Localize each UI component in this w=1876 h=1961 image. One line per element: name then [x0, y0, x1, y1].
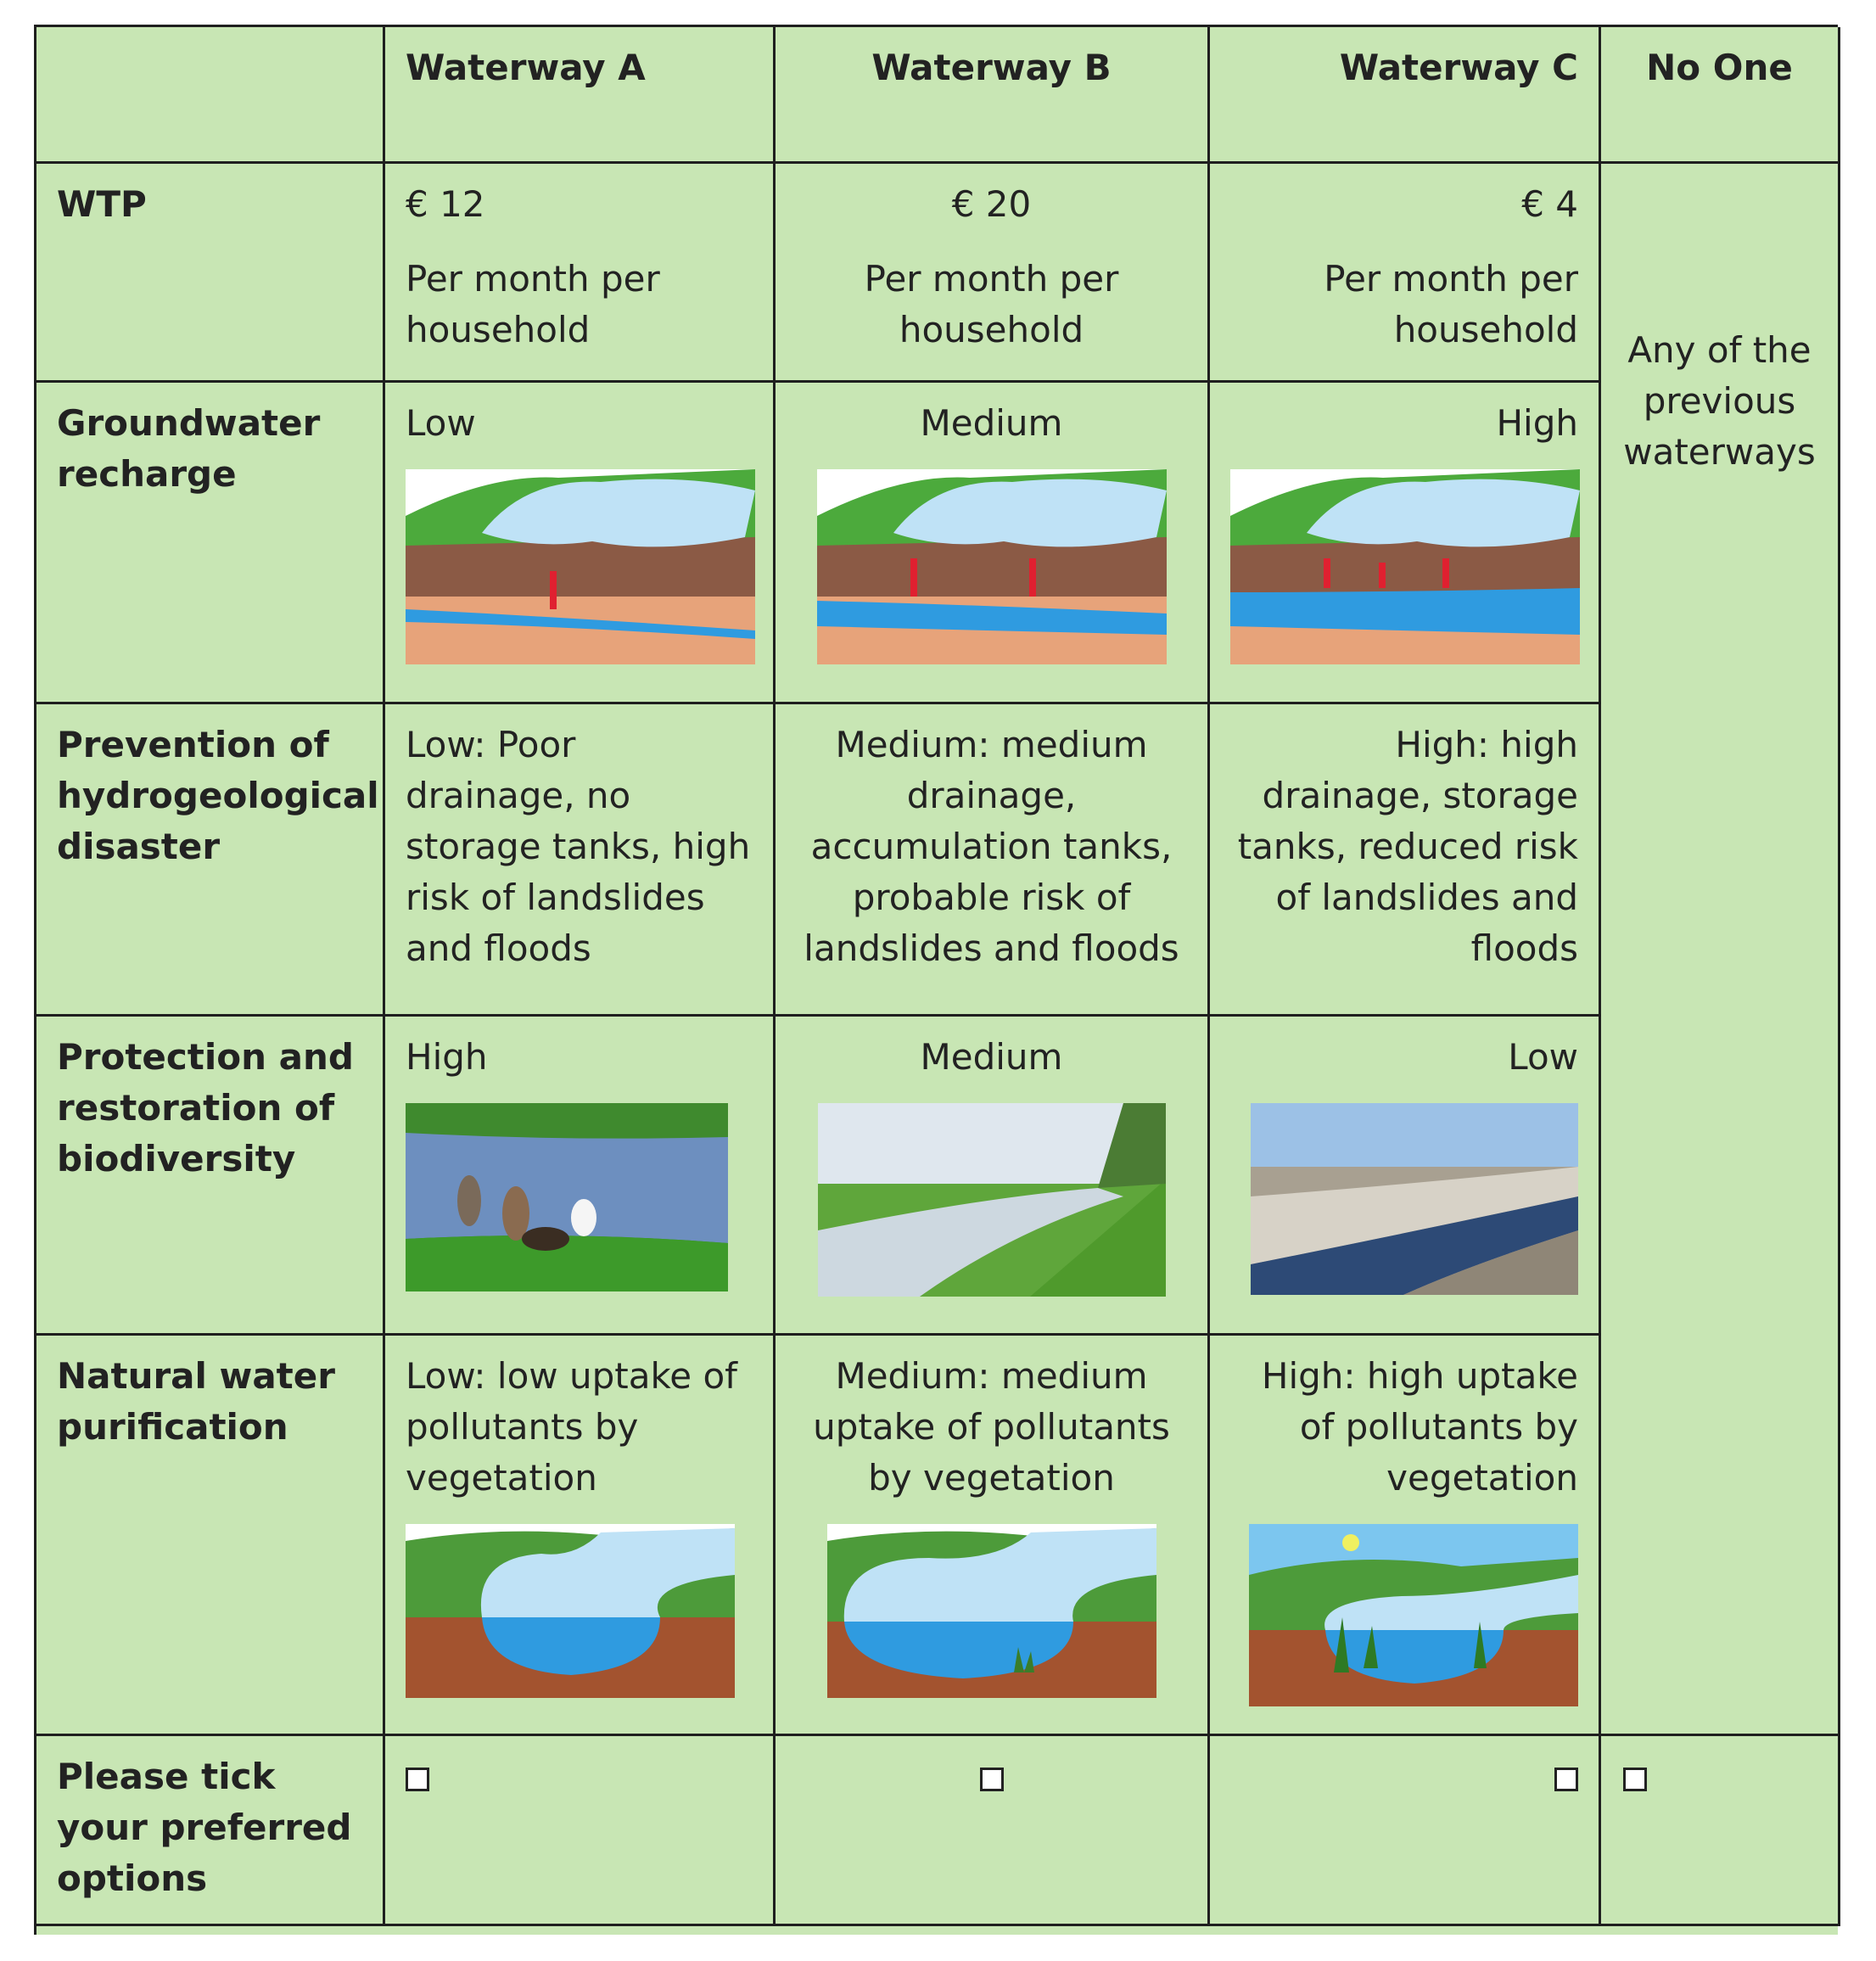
- tick-checkbox-waterway-b[interactable]: [980, 1768, 1004, 1791]
- tick-cell-a: [385, 1736, 776, 1926]
- tick-checkbox-no-one[interactable]: [1623, 1768, 1647, 1791]
- no-one-description: [1601, 164, 1840, 1736]
- row-label-groundwater: Groundwater recharge: [36, 383, 385, 704]
- row-label-prevention: Prevention of hydrogeological disaster: [36, 704, 385, 1017]
- purification-diagram-medium: [827, 1524, 1156, 1698]
- prevention-b: Medium: medium drainage, accumulation tanks, probable risk of landslides and floods: [776, 704, 1210, 1017]
- tick-cell-c: [1210, 1736, 1601, 1926]
- tick-cell-no-one: [1601, 1736, 1840, 1926]
- header-waterway-c: Waterway C: [1210, 27, 1601, 164]
- groundwater-a-level: Low: [406, 402, 476, 444]
- wtp-b: [776, 164, 1210, 383]
- wtp-a-unit: Per month per household: [406, 258, 660, 350]
- wtp-a-price: € 12: [406, 183, 485, 225]
- biodiversity-c-level: Low: [1508, 1036, 1578, 1078]
- prevention-a: Low: Poor drainage, no storage tanks, high risk of landslides and floods: [385, 704, 776, 1017]
- purification-c-text: High: high uptake of pollutants by vegetation: [1261, 1355, 1578, 1499]
- groundwater-c: [1210, 383, 1601, 704]
- groundwater-b-level: Medium: [920, 402, 1063, 444]
- groundwater-b: [776, 383, 1210, 704]
- groundwater-diagram-high: [1230, 469, 1580, 664]
- tick-checkbox-waterway-a[interactable]: [406, 1768, 429, 1791]
- header-waterway-b: Waterway B: [776, 27, 1210, 164]
- groundwater-diagram-low: [406, 469, 755, 664]
- row-label-tick: Please tick your preferred options: [36, 1736, 385, 1926]
- purification-b: [776, 1336, 1210, 1736]
- row-label-biodiversity: Protection and restoration of biodiversity: [36, 1017, 385, 1336]
- wtp-a: [385, 164, 776, 383]
- purification-a-text: Low: low uptake of pollutants by vegetation: [406, 1355, 737, 1499]
- purification-b-text: Medium: medium uptake of pollutants by vegetation: [813, 1355, 1170, 1499]
- biodiversity-b-level: Medium: [920, 1036, 1063, 1078]
- wtp-c-unit: Per month per household: [1324, 258, 1578, 350]
- groundwater-diagram-medium: [817, 469, 1167, 664]
- wetland-birds-photo: [406, 1103, 728, 1291]
- wtp-b-unit: Per month per household: [864, 258, 1119, 350]
- biodiversity-a: [385, 1017, 776, 1336]
- choice-table: [34, 25, 1838, 1935]
- grassy-canal-photo: [818, 1103, 1166, 1297]
- tick-checkbox-waterway-c[interactable]: [1554, 1768, 1578, 1791]
- wtp-c: [1210, 164, 1601, 383]
- purification-c: [1210, 1336, 1601, 1736]
- concrete-channel-photo: [1251, 1103, 1578, 1295]
- purification-a: [385, 1336, 776, 1736]
- biodiversity-b: [776, 1017, 1210, 1336]
- prevention-c: High: high drainage, storage tanks, reduced risk of landslides and floods: [1210, 704, 1601, 1017]
- wtp-b-price: € 20: [951, 183, 1032, 225]
- header-corner: [36, 27, 385, 164]
- biodiversity-c: [1210, 1017, 1601, 1336]
- groundwater-c-level: High: [1496, 402, 1578, 444]
- header-no-one: No One: [1601, 27, 1840, 164]
- biodiversity-a-level: High: [406, 1036, 488, 1078]
- header-waterway-a: Waterway A: [385, 27, 776, 164]
- row-label-purification: Natural water purification: [36, 1336, 385, 1736]
- groundwater-a: [385, 383, 776, 704]
- row-label-wtp: WTP: [36, 164, 385, 383]
- purification-diagram-high: [1249, 1524, 1578, 1706]
- wtp-c-price: € 4: [1521, 183, 1578, 225]
- purification-diagram-low: [406, 1524, 735, 1698]
- no-one-text: Any of the previous waterways: [1623, 329, 1816, 473]
- tick-cell-b: [776, 1736, 1210, 1926]
